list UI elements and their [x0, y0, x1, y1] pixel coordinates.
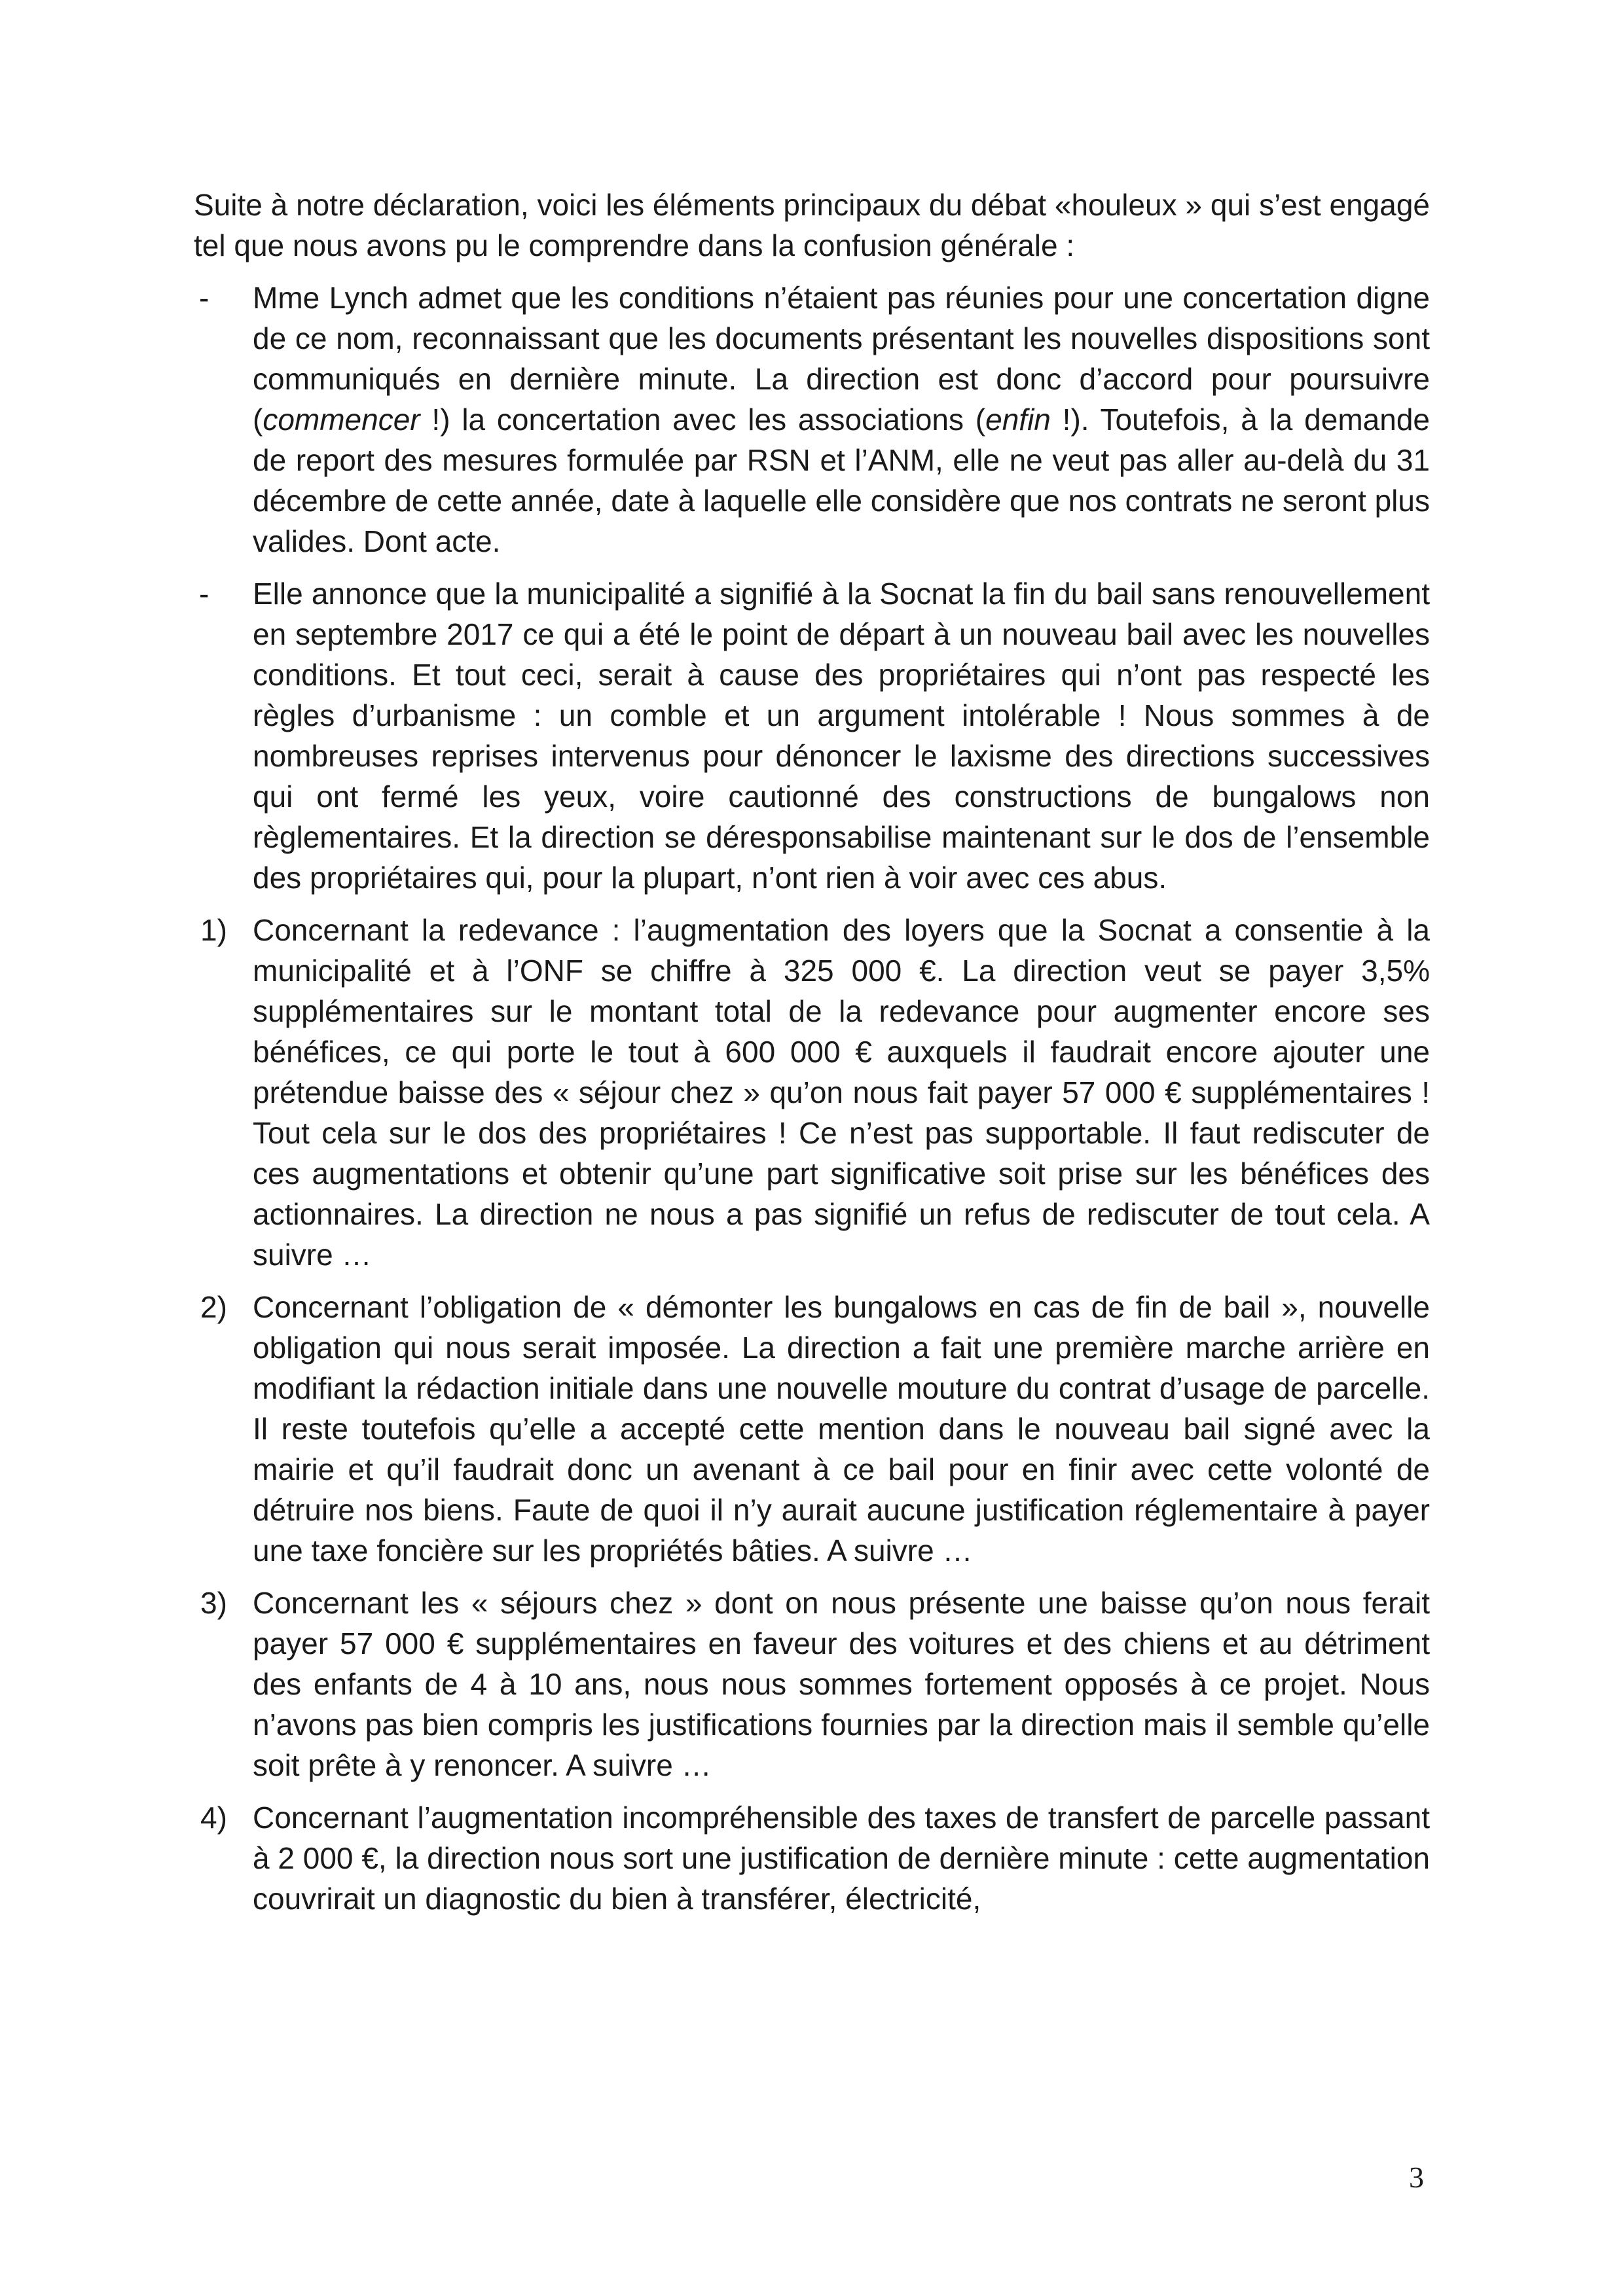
list-item — [194, 1583, 1430, 1785]
list-item — [194, 910, 1430, 1275]
list-item-text: Concernant la redevance : l’augmentation des loyers que la Socnat a consentie à la municipalité et à l’ONF se chiffre à 325 000 €. La direction veut se payer 3,5% supplémentaires sur le montant total de la redevance pour augmenter encore ses bénéfices, ce qui porte le tout à 600 000 € auxquels il faudrait encore ajouter une prétendue baisse des « séjour chez » qu’on nous fait payer 57 000 € supplémentaires ! Tout cela sur le dos des propriétaires ! Ce n’est pas supportable. Il faut rediscuter de ces augmentations et obtenir qu’une part significative soit prise sur les bénéfices des actionnaires. La direction ne nous a pas signifié un refus de rediscuter de tout cela. A suivre … — [253, 913, 1430, 1272]
list-item — [194, 278, 1430, 562]
page-body — [194, 185, 1430, 1931]
list-item-text: Concernant les « séjours chez » dont on nous présente une baisse qu’on nous ferait payer 57 000 € supplémentaires en faveur des voitures et des chiens et au détriment des enfants de 4 à 10 ans, nous nous sommes fortement opposés à ce projet. Nous n’avons pas bien compris les justifications fournies par la direction mais il semble qu’elle soit prête à y renoncer. A suivre … — [253, 1586, 1430, 1782]
intro-paragraph: Suite à notre déclaration, voici les éléments principaux du débat «houleux » qui s’est engagé tel que nous avons pu le comprendre dans la confusion générale : — [194, 188, 1430, 262]
list-item — [194, 1797, 1430, 1919]
list-item-text: Mme Lynch admet que les conditions n’étaient pas réunies pour une concertation digne de ce nom, reconnaissant que les documents présentant les nouvelles dispositions sont communiqués en dernière minute. La direction est donc d’accord pour poursuivre (commencer !) la concertation avec les associations (enfin !). Toutefois, à la demande de report des mesures formulée par RSN et l’ANM, elle ne veut pas aller au-delà du 31 décembre de cette année, date à laquelle elle considère que nos contrats ne seront plus valides. Dont acte. — [253, 281, 1430, 558]
list-marker: - — [199, 281, 210, 315]
list-item-text: Elle annonce que la municipalité a signifié à la Socnat la fin du bail sans renouvellement en septembre 2017 ce qui a été le point de départ à un nouveau bail avec les nouvelles conditions. Et tout ceci, serait à cause des propriétaires qui n’ont pas respecté les règles d’urbanisme : un comble et un argument intolérable ! Nous sommes à de nombreuses reprises intervenus pour dénoncer le laxisme des directions successives qui ont fermé les yeux, voire cautionné des constructions de bungalows non règlementaires. Et la direction se déresponsabilise maintenant sur le dos de l’ensemble des propriétaires qui, pour la plupart, n’ont rien à voir avec ces abus. — [253, 577, 1430, 895]
list-item-text: Concernant l’obligation de « démonter les bungalows en cas de fin de bail », nouvelle obligation qui nous serait imposée. La direction a fait une première marche arrière en modifiant la rédaction initiale dans une nouvelle mouture du contrat d’usage de parcelle. Il reste toutefois qu’elle a accepté cette mention dans le nouveau bail signé avec la mairie et qu’il faudrait donc un avenant à ce bail pour en finir avec cette volonté de détruire nos biens. Faute de quoi il n’y aurait aucune justification réglementaire à payer une taxe foncière sur les propriétés bâties. A suivre … — [253, 1290, 1430, 1568]
page-number: 3 — [1409, 2161, 1424, 2194]
list-item-text: Concernant l’augmentation incompréhensible des taxes de transfert de parcelle passant à 2 000 €, la direction nous sort une justification de dernière minute : cette augmentation couvrirait un diagnostic du bien à transférer, électricité, — [253, 1801, 1430, 1916]
list-item — [194, 573, 1430, 898]
list-marker: 3) — [200, 1586, 227, 1620]
list-marker: 4) — [200, 1801, 227, 1835]
list-marker: 2) — [200, 1290, 227, 1324]
points-list — [194, 278, 1430, 1919]
list-item — [194, 1287, 1430, 1571]
list-marker: 1) — [200, 913, 227, 947]
list-marker: - — [199, 577, 210, 611]
